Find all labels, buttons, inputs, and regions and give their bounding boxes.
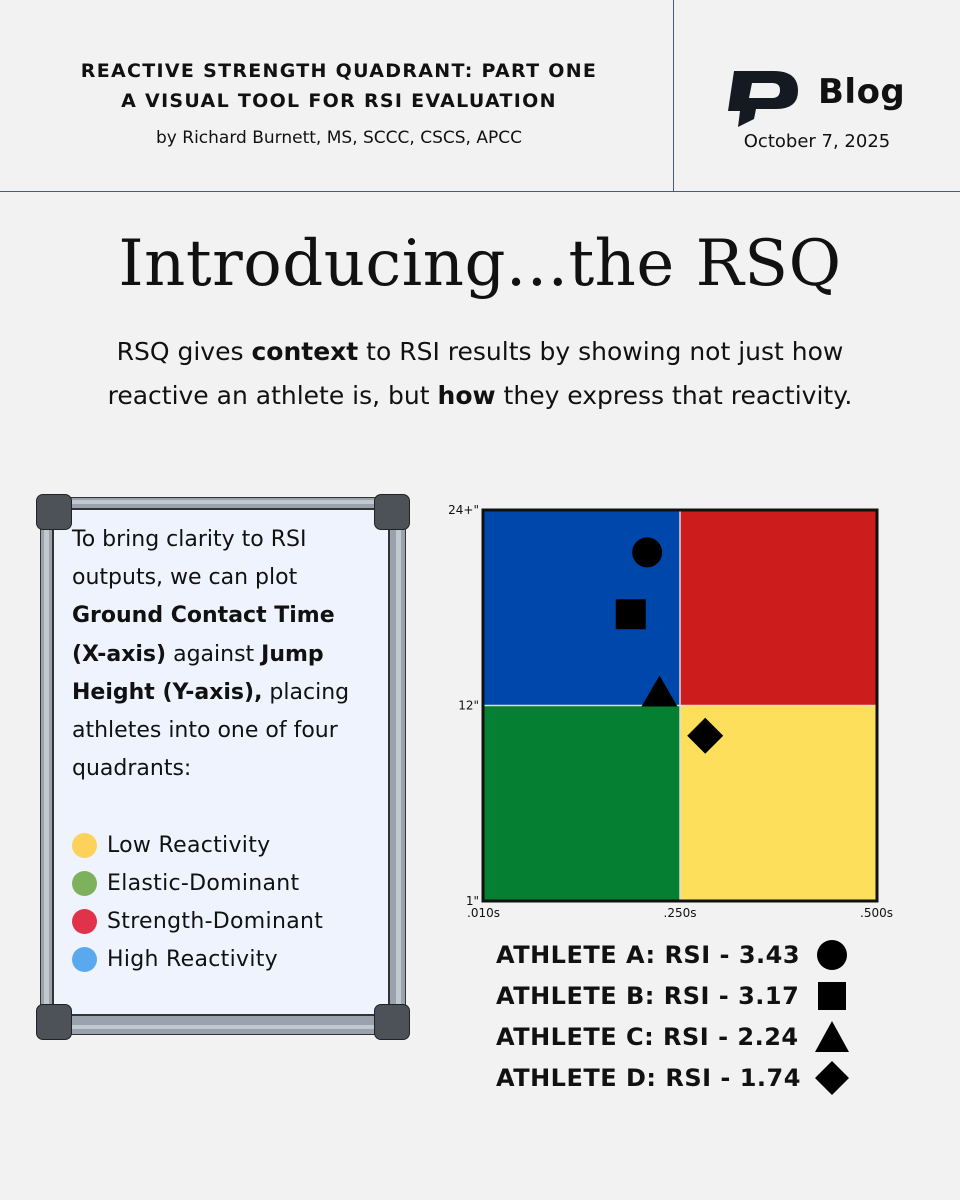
athlete-key — [496, 936, 916, 1100]
intro-emphasis-context: context — [251, 337, 359, 366]
athlete-d-label: ATHLETE D: RSI - 1.74 — [496, 1064, 801, 1092]
legend-dot-icon — [72, 947, 97, 972]
legend-dot-icon — [72, 833, 97, 858]
intro-part: they express that reactivity. — [495, 381, 853, 410]
athlete-row-c — [496, 1018, 916, 1059]
intro-part: RSQ gives — [116, 337, 252, 366]
article-title-line1: REACTIVE STRENGTH QUADRANT: PART ONE — [80, 60, 598, 82]
legend-item-high-reactivity — [72, 940, 392, 978]
article-title — [0, 56, 678, 116]
x-tick-label: .500s — [860, 906, 893, 920]
point-athlete-a — [632, 537, 662, 567]
whiteboard-rail — [60, 1025, 390, 1029]
diamond-icon — [812, 1060, 852, 1096]
legend-label: Elastic-Dominant — [107, 870, 300, 896]
whiteboard-text-part: placing athletes into one of four quadrants: — [72, 679, 350, 782]
article-title-line2: A VISUAL TOOL FOR RSI EVALUATION — [121, 90, 557, 112]
whiteboard-rail — [60, 500, 390, 504]
legend-dot-icon — [72, 909, 97, 934]
header — [0, 0, 960, 192]
athlete-row-b — [496, 977, 916, 1018]
legend-label: Low Reactivity — [107, 832, 271, 858]
whiteboard-emphasis-x-axis: Ground Contact Time (X-axis) — [72, 603, 335, 667]
y-tick-label: 24+" — [448, 503, 479, 517]
x-tick-label: .250s — [663, 906, 697, 920]
whiteboard-corner — [36, 1004, 72, 1040]
whiteboard-text — [72, 521, 372, 788]
brand-logo-icon — [722, 67, 802, 127]
circle-icon — [812, 937, 852, 973]
x-tick-label: .010s — [467, 906, 500, 920]
intro-text — [90, 330, 870, 418]
whiteboard-corner — [36, 494, 72, 530]
publish-date: October 7, 2025 — [743, 131, 891, 152]
legend-item-low-reactivity — [72, 826, 392, 864]
square-icon — [812, 978, 852, 1014]
whiteboard-corner — [374, 1004, 410, 1040]
whiteboard-rail — [44, 516, 49, 1016]
page-title: Introducing...the RSQ — [118, 227, 842, 301]
legend-dot-icon — [72, 871, 97, 896]
article-author: by Richard Burnett, MS, SCCC, CSCS, APCC — [156, 128, 522, 148]
quadrant-strength-dominant — [680, 510, 877, 706]
whiteboard-rail — [396, 516, 401, 1016]
athlete-c-label: ATHLETE C: RSI - 2.24 — [496, 1023, 799, 1051]
whiteboard-emphasis-y-axis: Jump Height (Y-axis), — [72, 641, 324, 705]
quadrant-elastic-dominant — [483, 706, 680, 902]
intro-part: to RSI results by showing not just how reactive an athlete is, but — [107, 337, 844, 410]
intro-emphasis-how: how — [437, 381, 496, 410]
athlete-row-d — [496, 1059, 916, 1100]
y-tick-label: 12" — [458, 698, 479, 713]
rsq-chart — [440, 488, 930, 928]
section-label[interactable]: Blog — [818, 72, 906, 112]
legend-label: High Reactivity — [107, 946, 278, 972]
athlete-a-label: ATHLETE A: RSI - 3.43 — [496, 941, 801, 969]
whiteboard-text-part: To bring clarity to RSI outputs, we can plot — [72, 527, 307, 591]
legend-item-strength-dominant — [72, 902, 392, 940]
quadrant-legend — [72, 826, 392, 978]
athlete-b-label: ATHLETE B: RSI - 3.17 — [496, 982, 800, 1010]
y-tick-label: 1" — [465, 894, 479, 908]
legend-label: Strength-Dominant — [107, 908, 324, 934]
legend-item-elastic-dominant — [72, 864, 392, 902]
athlete-row-a — [496, 936, 916, 977]
whiteboard-corner — [374, 494, 410, 530]
point-athlete-b — [616, 599, 646, 629]
whiteboard-text-part: against — [166, 641, 262, 667]
triangle-icon — [812, 1019, 852, 1055]
